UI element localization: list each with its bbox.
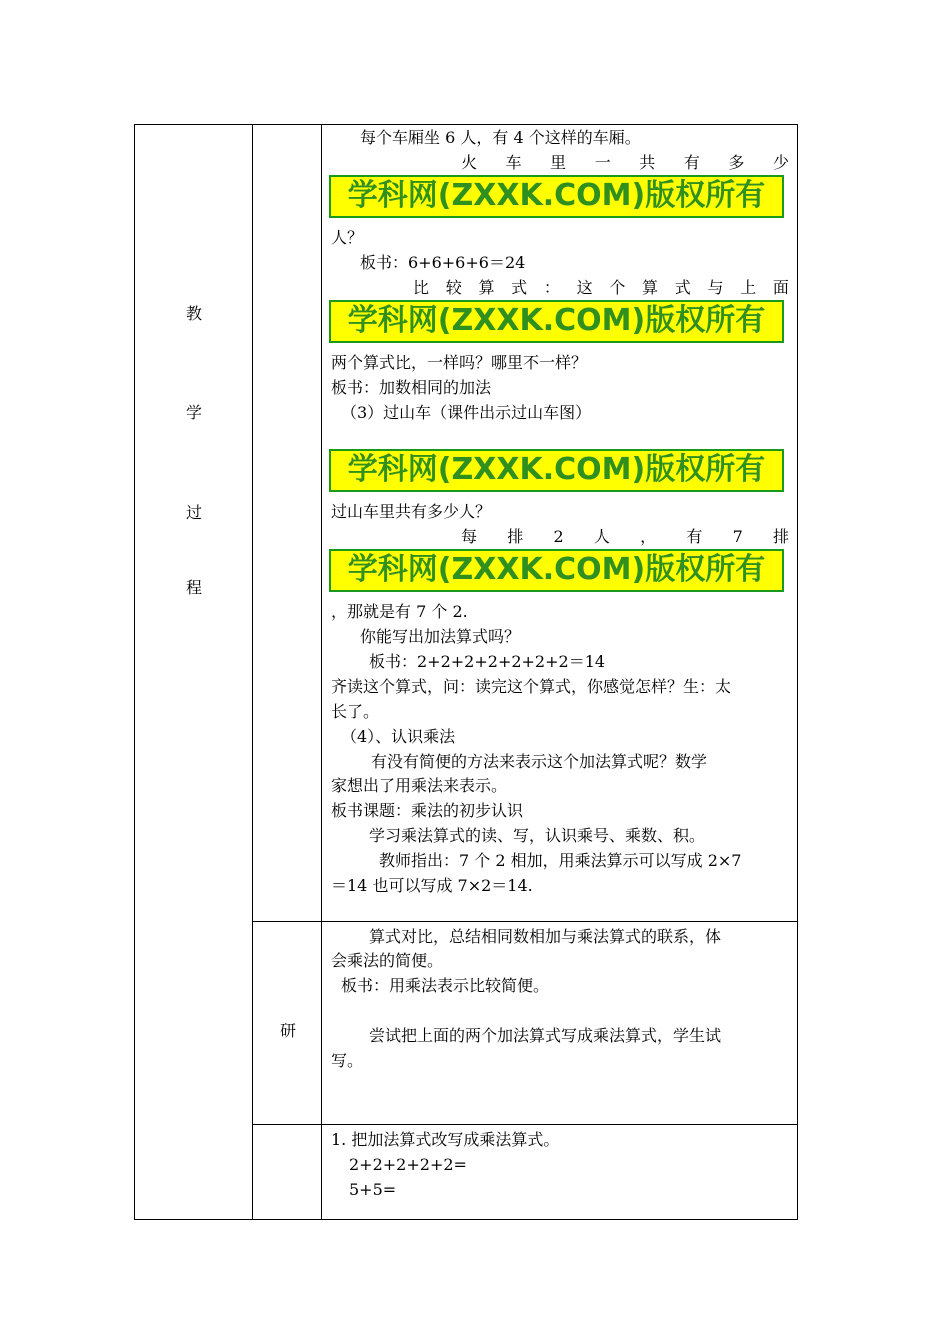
char: 有 xyxy=(683,153,700,172)
char: 有 xyxy=(686,527,703,546)
char: ： xyxy=(543,278,560,297)
text-line: 板书：用乘法表示比较简便。 xyxy=(341,976,550,995)
char: 较 xyxy=(445,278,462,297)
text-line: 板书课题：乘法的初步认识 xyxy=(331,801,524,820)
text-line: 1. 把加法算式改写成乘法算式。 xyxy=(331,1130,560,1149)
text-line: 板书：加数相同的加法 xyxy=(331,378,492,397)
char: 多 xyxy=(728,153,745,172)
text-line-spread xyxy=(331,275,789,300)
text-line: （4）、认识乘法 xyxy=(341,727,456,746)
watermark-banner: 学科网(ZXXK.COM)版权所有 xyxy=(329,449,784,492)
char: 里 xyxy=(550,153,567,172)
char: 与 xyxy=(707,278,724,297)
watermark-banner: 学科网(ZXXK.COM)版权所有 xyxy=(329,549,784,592)
side-label-jiao: 教 xyxy=(186,304,203,323)
text-line: 5+5= xyxy=(349,1180,397,1199)
table-row-divider-1 xyxy=(252,921,798,922)
text-line: 你能写出加法算式吗？ xyxy=(360,627,521,646)
side-label-xue: 学 xyxy=(186,403,203,422)
table-row-divider-2 xyxy=(252,1124,798,1125)
text-line: 算式对比，总结相同数相加与乘法算式的联系，体 xyxy=(369,927,722,946)
text-line: 板书：6+6+6+6＝24 xyxy=(360,253,526,272)
text-line: 每个车厢坐 6 人，有 4 个这样的车厢。 xyxy=(360,128,641,147)
text-line: 板书：2+2+2+2+2+2+2＝14 xyxy=(369,652,606,671)
char: 少 xyxy=(772,153,789,172)
text-line: 会乘法的简便。 xyxy=(331,951,444,970)
char: 式 xyxy=(511,278,528,297)
text-line: 长了。 xyxy=(331,702,380,721)
char: 共 xyxy=(639,153,656,172)
text-line: 有没有简便的方法来表示这个加法算式呢？数学 xyxy=(371,752,708,771)
text-line: （3）过山车（课件出示过山车图） xyxy=(341,403,592,422)
side-label-guo: 过 xyxy=(186,503,203,522)
char: 上 xyxy=(740,278,757,297)
watermark-banner: 学科网(ZXXK.COM)版权所有 xyxy=(329,300,784,343)
text-line: 学习乘法算式的读、写，认识乘号、乘数、积。 xyxy=(369,826,706,845)
char: 一 xyxy=(594,153,611,172)
char: 2 xyxy=(553,527,564,546)
char: 式 xyxy=(674,278,691,297)
watermark-banner: 学科网(ZXXK.COM)版权所有 xyxy=(329,175,784,218)
text-line: 齐读这个算式，问：读完这个算式，你感觉怎样？生：太 xyxy=(331,677,732,696)
text-line-spread xyxy=(331,150,789,175)
text-line: 过山车里共有多少人？ xyxy=(331,502,492,521)
char: 7 xyxy=(732,527,743,546)
char: 排 xyxy=(507,527,524,546)
table-divider-2 xyxy=(321,124,322,1220)
text-line-spread xyxy=(331,524,789,549)
char: 面 xyxy=(772,278,789,297)
char: 排 xyxy=(772,527,789,546)
text-line: 人？ xyxy=(331,228,364,247)
char: 每 xyxy=(461,527,478,546)
text-line: 2+2+2+2+2= xyxy=(349,1155,467,1174)
char: 比 xyxy=(413,278,430,297)
char: 算 xyxy=(642,278,659,297)
table-divider-1 xyxy=(252,124,253,1220)
text-line: 尝试把上面的两个加法算式写成乘法算式，学生试 xyxy=(369,1026,722,1045)
side-label-cheng: 程 xyxy=(186,578,203,597)
char: 火 xyxy=(461,153,478,172)
text-line: 家想出了用乘法来表示。 xyxy=(331,776,508,795)
text-line: ，那就是有 7 个 2. xyxy=(331,602,468,621)
char: 算 xyxy=(478,278,495,297)
char: 个 xyxy=(609,278,626,297)
section-label-research: 研 xyxy=(280,1021,297,1040)
text-line: 写。 xyxy=(331,1051,364,1070)
text-line: 两个算式比，一样吗？哪里不一样？ xyxy=(331,353,588,372)
text-line: 教师指出：7 个 2 相加，用乘法算示可以写成 2×7 xyxy=(379,851,742,870)
char: ， xyxy=(640,527,657,546)
char: 车 xyxy=(505,153,522,172)
text-line: ＝14 也可以写成 7×2＝14. xyxy=(331,876,533,895)
char: 这 xyxy=(576,278,593,297)
char: 人 xyxy=(593,527,610,546)
